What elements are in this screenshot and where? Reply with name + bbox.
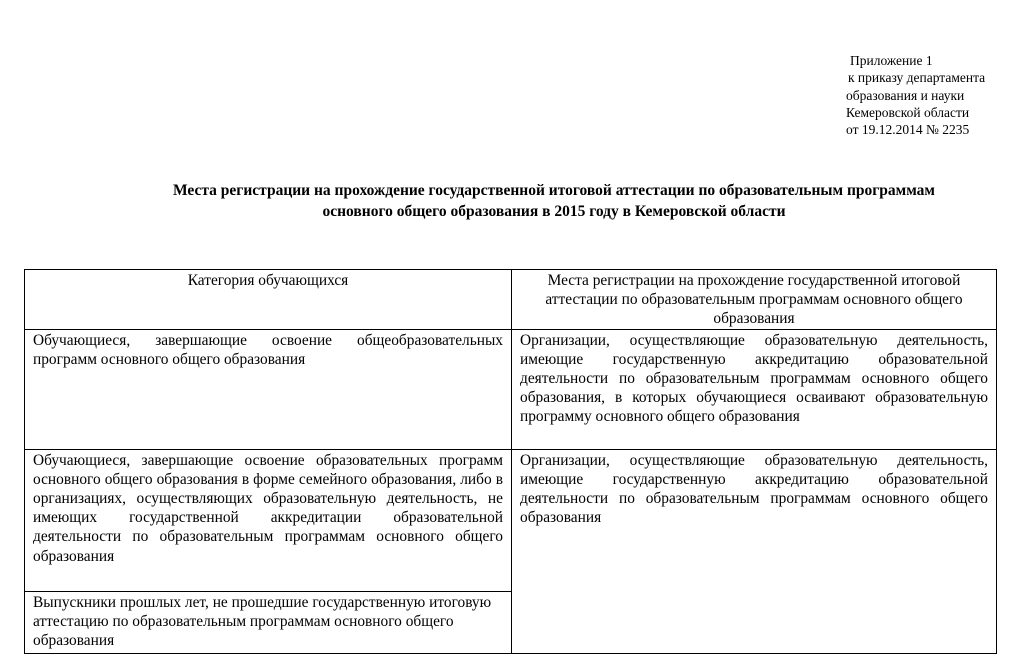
appendix-line: Приложение 1	[850, 53, 933, 68]
cell-places: Организации, осуществляющие образовательную деятельность, имеющие государственную аккредитацию образовательной деятельности по образовательным программам основного общего образования, в которых обучающиеся осваивают образовательную программу основного общего образования	[512, 329, 997, 449]
appendix-line: к приказу департамента	[848, 70, 986, 86]
header-places: Места регистрации на прохождение государственной итоговой аттестации по образовательным программам основного общего образования	[512, 270, 997, 330]
appendix-note	[846, 52, 985, 138]
document-title	[20, 180, 1024, 222]
title-line-2: основного общего образования в 2015 году в Кемеровской области	[322, 203, 786, 220]
cell-category: Выпускники прошлых лет, не прошедшие государственную итоговую аттестацию по образовательным программам основного общего образования	[25, 591, 512, 653]
cell-category: Обучающиеся, завершающие освоение образовательных программ основного общего образования в форме семейного образования, либо в организациях, осуществляющих образовательную деятельность, не имеющих государственной аккредитации образовательной деятельности по образовательным программам основного общего образования	[25, 449, 512, 591]
appendix-line: Кемеровской области	[846, 104, 970, 120]
registration-table	[24, 269, 997, 654]
appendix-line: образования и науки	[846, 87, 965, 103]
appendix-line: от 19.12.2014 № 2235	[846, 122, 970, 138]
table-row	[25, 449, 997, 591]
table-header-row	[25, 270, 997, 330]
cell-category: Обучающиеся, завершающие освоение общеобразовательных программ основного общего образования	[25, 329, 512, 449]
cell-places: Организации, осуществляющие образовательную деятельность, имеющие государственную аккредитацию образовательной деятельности по образовательным программам основного общего образования	[512, 449, 997, 653]
title-line-1: Места регистрации на прохождение государственной итоговой аттестации по образовательным программам	[173, 182, 935, 199]
table-row	[25, 329, 997, 449]
header-category: Категория обучающихся	[25, 270, 512, 330]
